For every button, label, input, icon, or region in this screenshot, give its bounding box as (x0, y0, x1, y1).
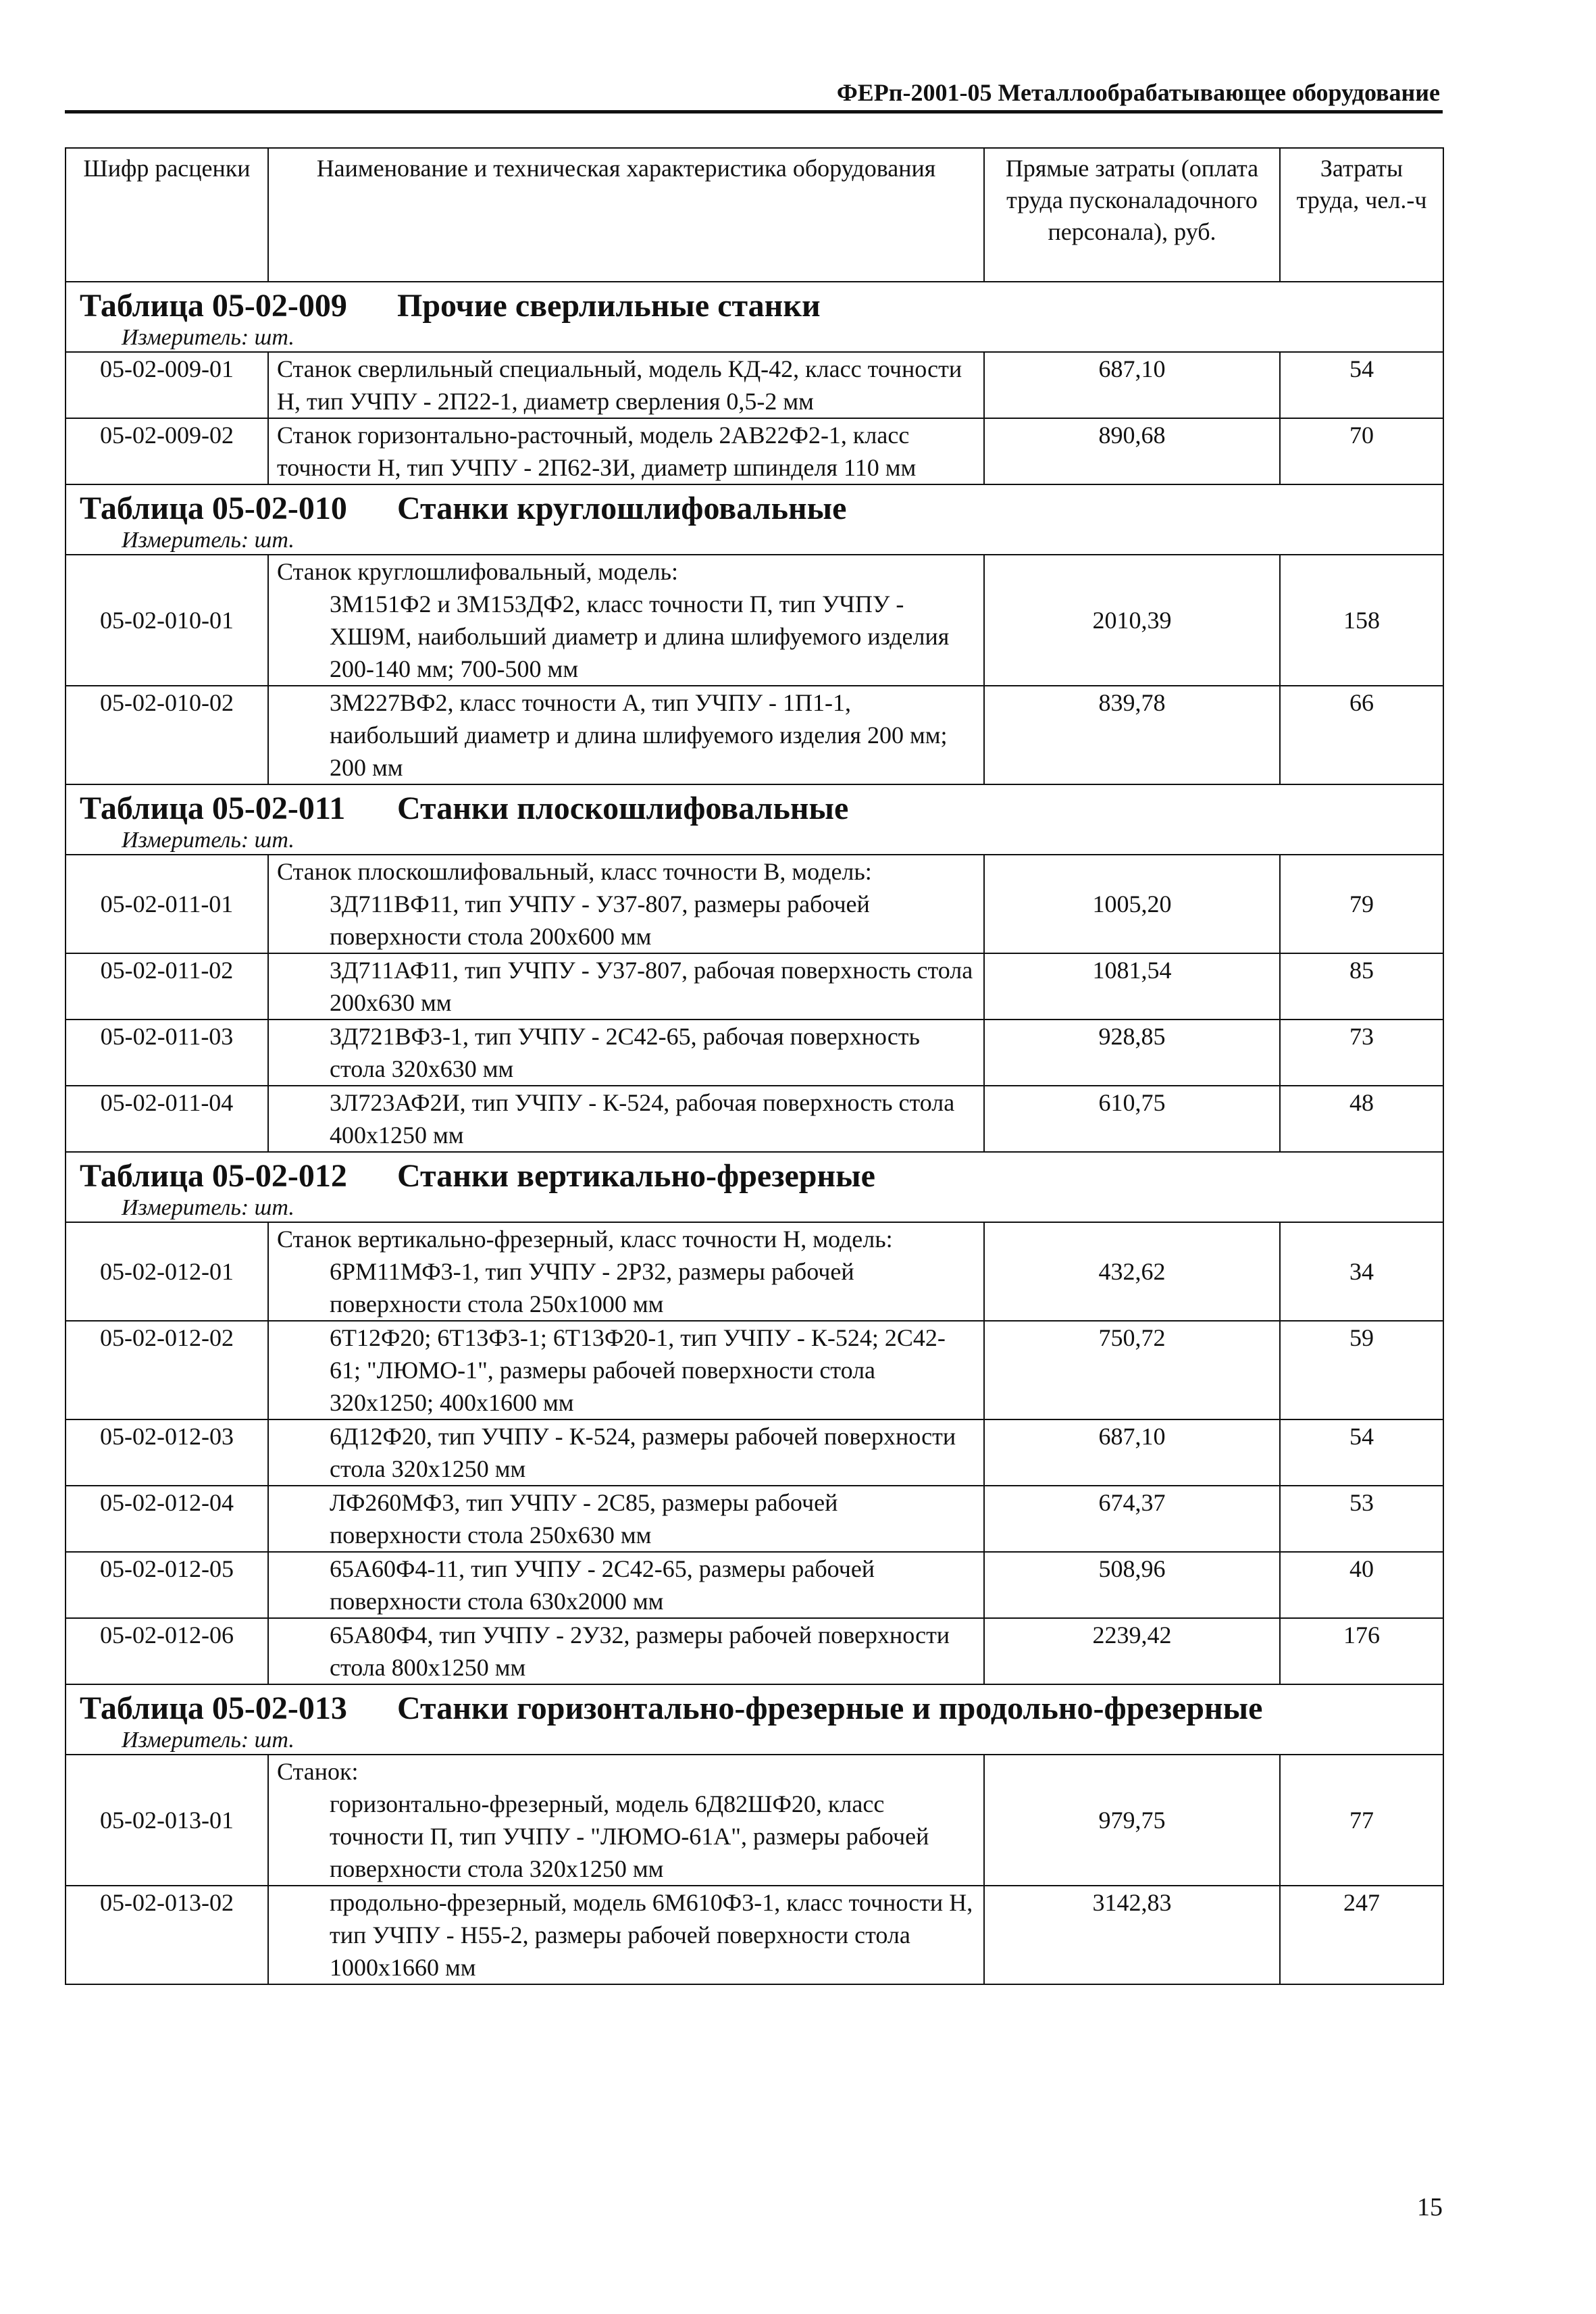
table-title-row (66, 282, 1443, 352)
row-labor: 77 (1280, 1755, 1443, 1886)
table-row (66, 1886, 1443, 1984)
unit-label: Измеритель: шт. (122, 325, 294, 350)
row-code: 05-02-010-02 (66, 686, 268, 784)
table-row (66, 953, 1443, 1020)
table-name: Станки горизонтально-фрезерные и продольно-фрезерные (397, 1690, 1263, 1726)
column-header-row (66, 148, 1443, 282)
table-number: Таблица 05-02-009 (80, 288, 347, 324)
price-table (65, 147, 1444, 1985)
group-intro: Станок круглошлифовальный, модель: (277, 558, 678, 585)
row-name: Станок горизонтально-расточный, модель 2АВ22Ф2-1, класс точности Н, тип УЧПУ - 2П62-ЗИ, диаметр шпинделя 110 мм (268, 418, 984, 484)
table-title (80, 1153, 1435, 1194)
table-name: Станки плоскошлифовальные (397, 790, 849, 826)
table-number: Таблица 05-02-012 (80, 1158, 347, 1194)
row-name-cell (268, 1419, 984, 1486)
unit-label: Измеритель: шт. (122, 1728, 294, 1753)
row-name-cell (268, 855, 984, 953)
row-labor: 247 (1280, 1886, 1443, 1984)
table-row (66, 1086, 1443, 1152)
table-number: Таблица 05-02-011 (80, 790, 346, 826)
column-header-cost: Прямые затраты (оплата труда пусконаладочного персонала), руб. (984, 148, 1280, 282)
row-cost: 610,75 (984, 1086, 1280, 1152)
group-intro: Станок: (277, 1758, 359, 1785)
row-code: 05-02-009-01 (66, 352, 268, 418)
row-name: 3М227ВФ2, класс точности А, тип УЧПУ - 1П1-1, наибольший диаметр и длина шлифуемого изделия 200 мм; 200 мм (330, 689, 948, 781)
row-cost: 1081,54 (984, 953, 1280, 1020)
column-header-code: Шифр расценки (66, 148, 268, 282)
row-name: 6РМ11МФ3-1, тип УЧПУ - 2Р32, размеры рабочей поверхности стола 250х1000 мм (330, 1258, 854, 1317)
table-title (80, 785, 1435, 827)
row-code: 05-02-013-01 (66, 1755, 268, 1886)
table-title (80, 282, 1435, 324)
row-code: 05-02-012-05 (66, 1552, 268, 1618)
row-cost: 890,68 (984, 418, 1280, 484)
row-name-cell (268, 1552, 984, 1618)
table-title-row (66, 1152, 1443, 1222)
row-labor: 85 (1280, 953, 1443, 1020)
document-header: ФЕРп-2001-05 Металлообрабатывающее оборудование (836, 79, 1440, 106)
row-code: 05-02-012-02 (66, 1321, 268, 1419)
row-name: 3Д711АФ11, тип УЧПУ - У37-807, рабочая поверхность стола 200х630 мм (330, 957, 973, 1016)
table-row (66, 1755, 1443, 1886)
table-name: Станки вертикально-фрезерные (397, 1158, 875, 1194)
table-title-cell (66, 1684, 1443, 1755)
table-row (66, 686, 1443, 784)
row-name-cell (268, 1618, 984, 1684)
row-cost: 432,62 (984, 1222, 1280, 1321)
row-code: 05-02-012-06 (66, 1618, 268, 1684)
row-code: 05-02-009-02 (66, 418, 268, 484)
table-number: Таблица 05-02-010 (80, 491, 347, 526)
row-name-cell (268, 555, 984, 686)
table-title (80, 485, 1435, 527)
row-labor: 158 (1280, 555, 1443, 686)
row-labor: 176 (1280, 1618, 1443, 1684)
row-name: 65А60Ф4-11, тип УЧПУ - 2С42-65, размеры рабочей поверхности стола 630х2000 мм (330, 1555, 875, 1615)
table-row (66, 1618, 1443, 1684)
row-labor: 66 (1280, 686, 1443, 784)
row-cost: 508,96 (984, 1552, 1280, 1618)
group-intro: Станок плоскошлифовальный, класс точности В, модель: (277, 858, 872, 885)
row-name: 3Д721ВФ3-1, тип УЧПУ - 2С42-65, рабочая поверхность стола 320х630 мм (330, 1023, 920, 1082)
row-code: 05-02-012-04 (66, 1486, 268, 1552)
group-intro: Станок вертикально-фрезерный, класс точности Н, модель: (277, 1226, 893, 1253)
row-labor: 73 (1280, 1020, 1443, 1086)
row-name: 6Д12Ф20, тип УЧПУ - К-524, размеры рабочей поверхности стола 320х1250 мм (330, 1423, 956, 1482)
row-labor: 79 (1280, 855, 1443, 953)
table-title-cell (66, 784, 1443, 855)
row-code: 05-02-011-01 (66, 855, 268, 953)
row-labor: 34 (1280, 1222, 1443, 1321)
row-code: 05-02-011-04 (66, 1086, 268, 1152)
row-labor: 70 (1280, 418, 1443, 484)
row-name: 3М151Ф2 и 3М153ДФ2, класс точности П, тип УЧПУ - ХШ9М, наибольший диаметр и длина шлифуемого изделия 200-140 мм; 700-500 мм (330, 590, 950, 682)
table-row (66, 1486, 1443, 1552)
row-name-cell (268, 1020, 984, 1086)
row-name: горизонтально-фрезерный, модель 6Д82ШФ20, класс точности П, тип УЧПУ - "ЛЮМО-61А", размеры рабочей поверхности стола 320х1250 мм (330, 1790, 929, 1882)
table-title-row (66, 1684, 1443, 1755)
table-row (66, 555, 1443, 686)
row-cost: 839,78 (984, 686, 1280, 784)
row-cost: 979,75 (984, 1755, 1280, 1886)
row-name: 65А80Ф4, тип УЧПУ - 2У32, размеры рабочей поверхности стола 800х1250 мм (330, 1621, 950, 1681)
row-code: 05-02-010-01 (66, 555, 268, 686)
table-name: Станки круглошлифовальные (397, 491, 847, 526)
table-title-cell (66, 484, 1443, 555)
table-row (66, 1020, 1443, 1086)
row-name: 6Т12Ф20; 6Т13Ф3-1; 6Т13Ф20-1, тип УЧПУ - К-524; 2С42-61; "ЛЮМО-1", размеры рабочей поверхности стола 320х1250; 400х1600 мм (330, 1324, 946, 1416)
row-cost: 1005,20 (984, 855, 1280, 953)
unit-label: Измеритель: шт. (122, 528, 294, 553)
row-code: 05-02-011-02 (66, 953, 268, 1020)
unit-label: Измеритель: шт. (122, 1195, 294, 1220)
table-row (66, 1419, 1443, 1486)
row-cost: 687,10 (984, 1419, 1280, 1486)
row-name: ЛФ260МФ3, тип УЧПУ - 2С85, размеры рабочей поверхности стола 250х630 мм (330, 1489, 838, 1549)
row-name: 3Д711ВФ11, тип УЧПУ - У37-807, размеры рабочей поверхности стола 200х600 мм (330, 890, 870, 950)
row-labor: 54 (1280, 352, 1443, 418)
row-labor: 40 (1280, 1552, 1443, 1618)
row-code: 05-02-011-03 (66, 1020, 268, 1086)
row-name-cell (268, 953, 984, 1020)
table-title-cell (66, 1152, 1443, 1222)
row-cost: 687,10 (984, 352, 1280, 418)
row-labor: 48 (1280, 1086, 1443, 1152)
column-header-name: Наименование и техническая характеристика оборудования (268, 148, 984, 282)
table-row (66, 1552, 1443, 1618)
table-row (66, 418, 1443, 484)
row-name: продольно-фрезерный, модель 6М610Ф3-1, класс точности Н, тип УЧПУ - Н55-2, размеры рабочей поверхности стола 1000х1660 мм (330, 1889, 973, 1981)
header-rule (65, 110, 1443, 114)
page-number: 15 (1417, 2193, 1443, 2221)
row-cost: 2010,39 (984, 555, 1280, 686)
row-labor: 59 (1280, 1321, 1443, 1419)
row-name-cell (268, 1886, 984, 1984)
row-code: 05-02-012-01 (66, 1222, 268, 1321)
table-row (66, 1222, 1443, 1321)
row-name-cell (268, 1222, 984, 1321)
unit-label: Измеритель: шт. (122, 828, 294, 853)
row-name: 3Л723АФ2И, тип УЧПУ - К-524, рабочая поверхность стола 400х1250 мм (330, 1089, 955, 1149)
table-row (66, 352, 1443, 418)
row-name-cell (268, 1755, 984, 1886)
row-name-cell (268, 1086, 984, 1152)
table-row (66, 855, 1443, 953)
table-title-row (66, 484, 1443, 555)
table-row (66, 1321, 1443, 1419)
row-cost: 674,37 (984, 1486, 1280, 1552)
row-cost: 928,85 (984, 1020, 1280, 1086)
row-code: 05-02-012-03 (66, 1419, 268, 1486)
row-cost: 2239,42 (984, 1618, 1280, 1684)
row-labor: 54 (1280, 1419, 1443, 1486)
table-title-cell (66, 282, 1443, 352)
column-header-labor: Затраты труда, чел.-ч (1280, 148, 1443, 282)
table-title (80, 1685, 1435, 1727)
table-title-row (66, 784, 1443, 855)
row-name-cell (268, 1486, 984, 1552)
row-cost: 750,72 (984, 1321, 1280, 1419)
row-code: 05-02-013-02 (66, 1886, 268, 1984)
row-labor: 53 (1280, 1486, 1443, 1552)
table-number: Таблица 05-02-013 (80, 1690, 347, 1726)
row-cost: 3142,83 (984, 1886, 1280, 1984)
row-name-cell (268, 686, 984, 784)
row-name: Станок сверлильный специальный, модель КД-42, класс точности Н, тип УЧПУ - 2П22-1, диаметр сверления 0,5-2 мм (268, 352, 984, 418)
row-name-cell (268, 1321, 984, 1419)
table-name: Прочие сверлильные станки (397, 288, 821, 324)
